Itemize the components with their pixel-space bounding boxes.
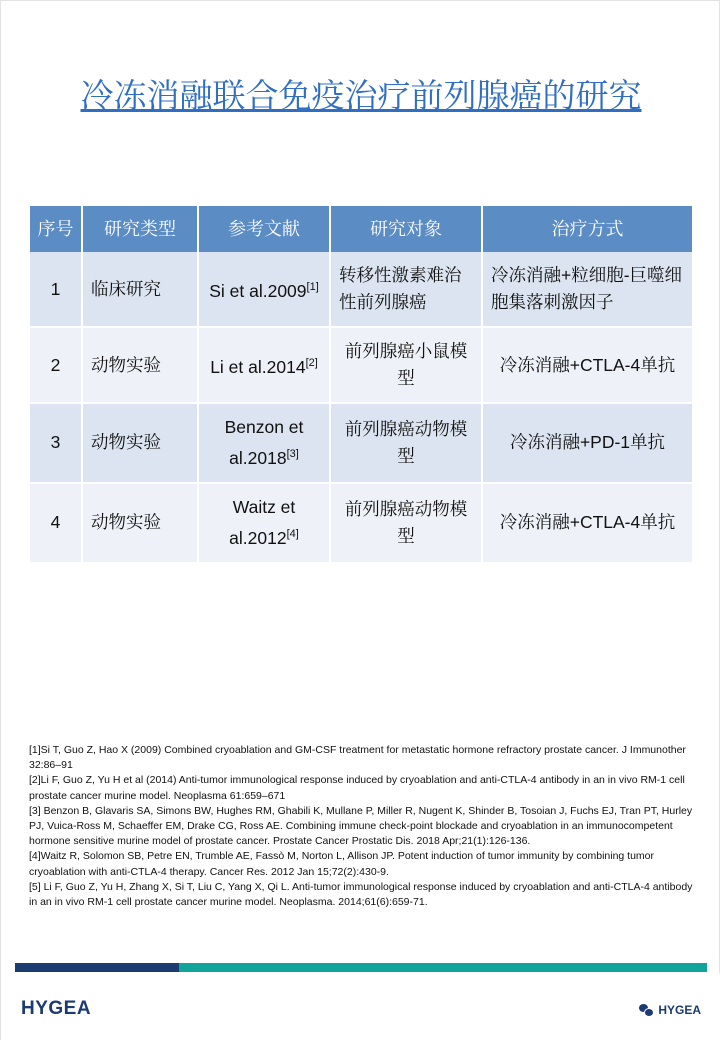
table-header bbox=[30, 206, 692, 252]
cell-reference bbox=[198, 403, 330, 483]
cell-reference bbox=[198, 483, 330, 563]
reference-item: [2]Li F, Guo Z, Yu H et al (2014) Anti-tumor immunological response induced by cryoablation and anti-CTLA-4 antibody in an in vivo RM-1 cell prostate cancer murine model. Neoplasma 61:659–671 bbox=[29, 774, 685, 802]
cell-subject: 转移性激素难治性前列腺癌 bbox=[330, 252, 482, 327]
cell-subject: 前列腺癌小鼠模型 bbox=[330, 327, 482, 403]
cell-reference-text: Li et al.2014 bbox=[210, 356, 306, 377]
brand-logo-right: HYGEA bbox=[658, 1003, 701, 1017]
reference-item: [3] Benzon B, Glavaris SA, Simons BW, Hughes RM, Ghabili K, Mullane P, Miller R, Nugent K, Shinder B, Tosoian J, Fuchs EJ, Tran PT, Hurley PJ, Vuica-Ross M, Schaeffer EM, Drake CG, Ross AE. Combining immune check-point blockade and cryoablation in an immunocompetent hormone sensitive murine model of prostate cancer. Prostate Cancer Prostatic Dis. 2018 Apr;21(1):126-136. bbox=[29, 804, 693, 848]
table-row bbox=[30, 327, 692, 403]
brand-wechat-group bbox=[639, 1003, 701, 1017]
cell-index: 2 bbox=[30, 327, 82, 403]
cell-treatment: 冷冻消融+CTLA-4单抗 bbox=[482, 327, 692, 403]
cell-reference-text: Benzon et al.2018 bbox=[224, 417, 304, 468]
reference-item: [4]Waitz R, Solomon SB, Petre EN, Trumble AE, Fassò M, Norton L, Allison JP. Potent induction of tumor immunity by combining tumor cryoablation with anti-CTLA-4 therapy. Cancer Res. 2012 Jan 15;72(2):430-9. bbox=[29, 850, 655, 878]
cell-study-type: 动物实验 bbox=[82, 403, 198, 483]
cell-study-type: 临床研究 bbox=[82, 252, 198, 327]
cell-reference-text: Waitz et al.2012 bbox=[229, 496, 296, 548]
table-body bbox=[30, 252, 692, 563]
table-row bbox=[30, 483, 692, 563]
page-title: 冷冻消融联合免疫治疗前列腺癌的研究 bbox=[80, 77, 642, 114]
reference-item: [5] Li F, Guo Z, Yu H, Zhang X, Si T, Liu C, Yang X, Qi L. Anti-tumor immunological response induced by cryoablation and anti-CTLA-4 antibody in an in vivo RM-1 cell prostate cancer murine model. Neoplasma. 2014;61(6):659-71. bbox=[29, 880, 693, 909]
brand-logo-left: HYGEA bbox=[21, 998, 92, 1019]
study-table-container bbox=[30, 206, 692, 564]
cell-index: 4 bbox=[30, 483, 82, 563]
cell-treatment: 冷冻消融+CTLA-4单抗 bbox=[482, 483, 692, 563]
study-table bbox=[30, 206, 692, 564]
reference-item: [1]Si T, Guo Z, Hao X (2009) Combined cryoablation and GM-CSF treatment for metastatic hormone refractory prostate cancer. J Immunother 32:86–91 bbox=[29, 744, 686, 772]
table-row bbox=[30, 403, 692, 483]
cell-reference-superscript: [3] bbox=[286, 448, 299, 460]
cell-study-type: 动物实验 bbox=[82, 327, 198, 403]
column-header-subject: 研究对象 bbox=[330, 206, 482, 252]
wechat-icon bbox=[639, 1004, 653, 1016]
cell-subject: 前列腺癌动物模型 bbox=[330, 403, 482, 483]
table-header-row bbox=[30, 206, 692, 252]
cell-treatment: 冷冻消融+PD-1单抗 bbox=[482, 403, 692, 483]
column-header-index: 序号 bbox=[30, 206, 82, 252]
cell-reference-text: Si et al.2009 bbox=[209, 280, 307, 301]
footer-bar-navy bbox=[15, 963, 179, 972]
slide-footer bbox=[1, 973, 720, 1041]
cell-subject: 前列腺癌动物模型 bbox=[330, 483, 482, 563]
cell-treatment: 冷冻消融+粒细胞-巨噬细胞集落刺激因子 bbox=[482, 252, 692, 327]
cell-study-type: 动物实验 bbox=[82, 483, 198, 563]
column-header-study-type: 研究类型 bbox=[82, 206, 198, 252]
cell-reference-superscript: [1] bbox=[306, 280, 319, 293]
cell-index: 3 bbox=[30, 403, 82, 483]
cell-index: 1 bbox=[30, 252, 82, 327]
footer-decoration-bars bbox=[1, 963, 720, 973]
footer-bar-teal bbox=[179, 963, 707, 972]
cell-reference-superscript: [2] bbox=[305, 356, 318, 369]
cell-reference bbox=[198, 252, 330, 327]
column-header-treatment: 治疗方式 bbox=[482, 206, 692, 252]
reference-list bbox=[29, 743, 694, 910]
table-row bbox=[30, 252, 692, 327]
cell-reference bbox=[198, 327, 330, 403]
cell-reference-superscript: [4] bbox=[286, 527, 299, 540]
column-header-reference: 参考文献 bbox=[198, 206, 330, 252]
